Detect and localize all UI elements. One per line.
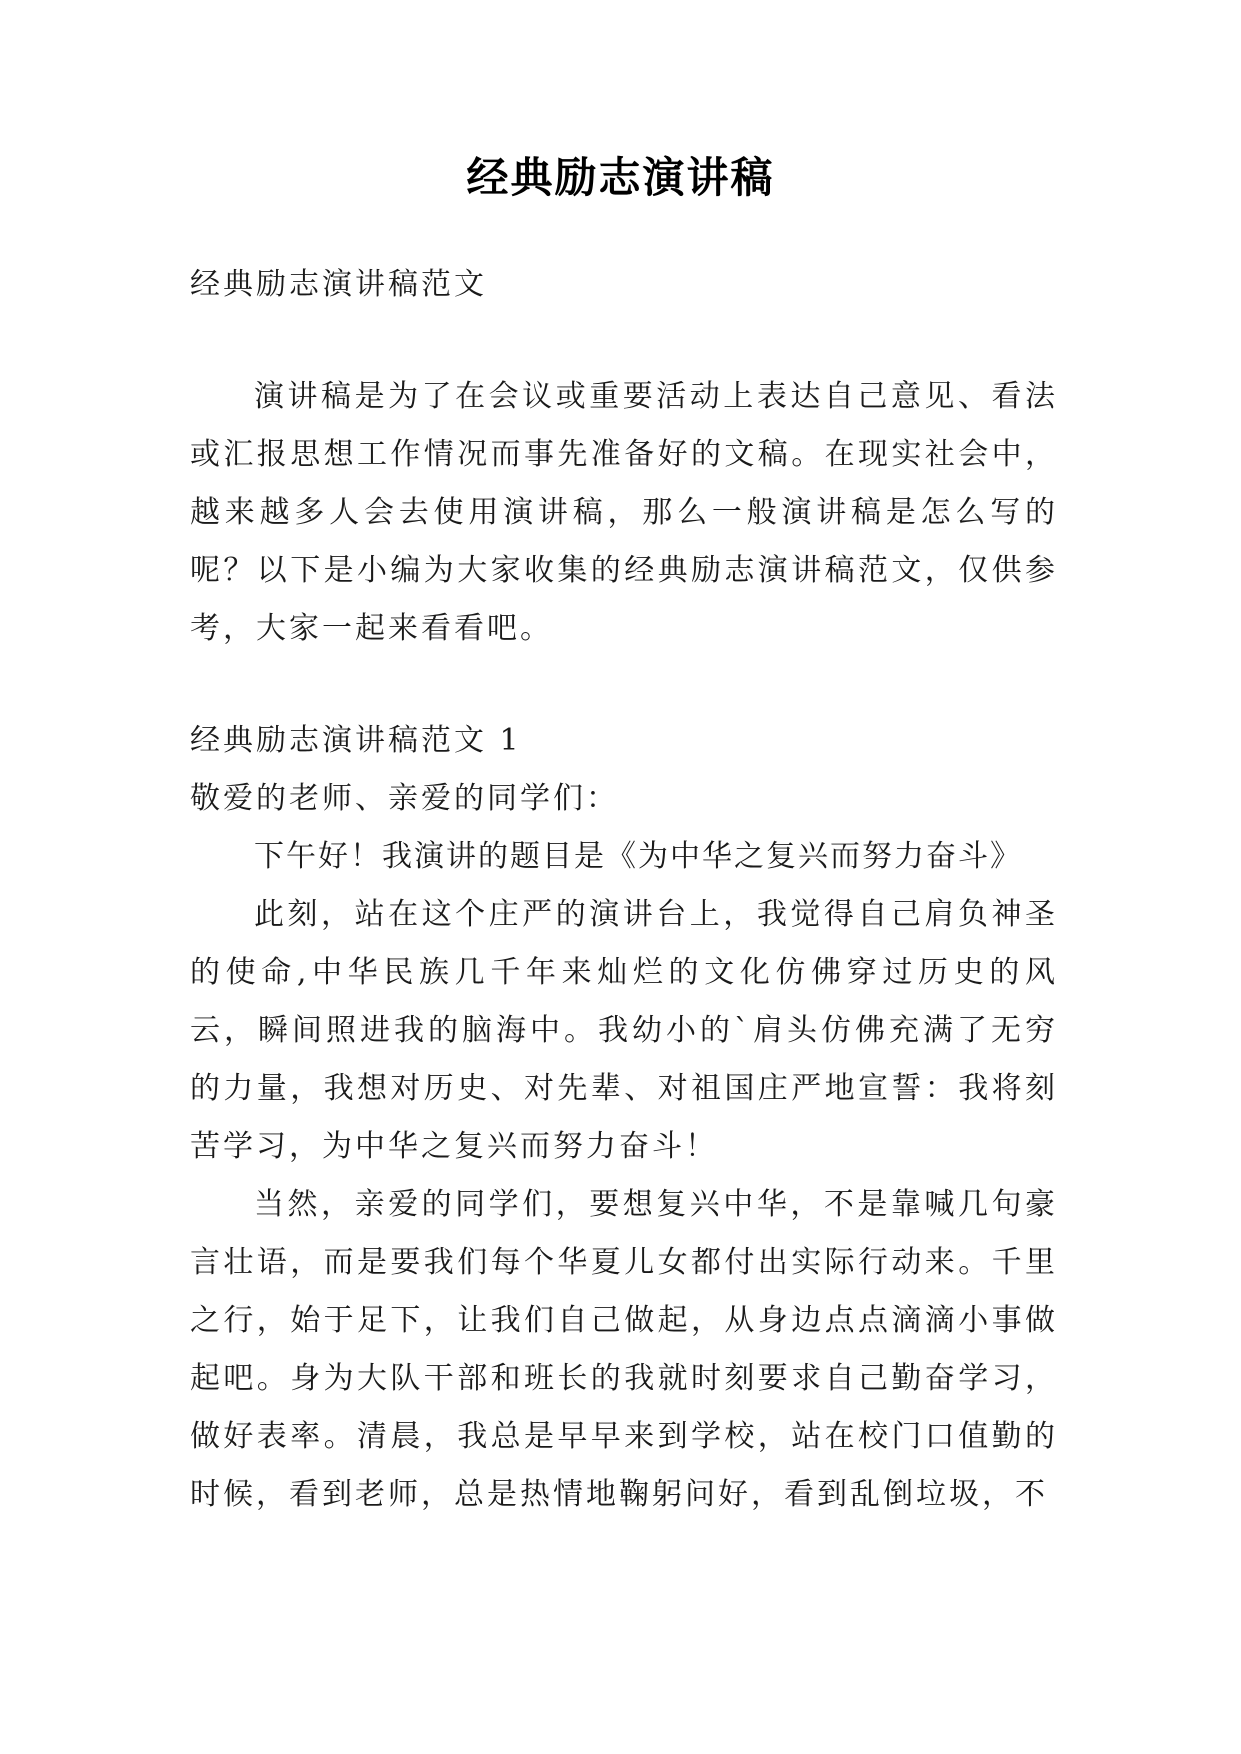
salutation: 敬爱的老师、亲爱的同学们： <box>190 781 619 816</box>
section-heading: 经典励志演讲稿范文 1 <box>190 723 522 758</box>
document-subtitle: 经典励志演讲稿范文 <box>190 267 487 302</box>
document-title: 经典励志演讲稿 <box>466 153 775 202</box>
speech-paragraph-greeting: 下午好！我演讲的题目是《为中华之复兴而努力奋斗》 <box>254 839 1022 874</box>
intro-paragraph: 演讲稿是为了在会议或重要活动上表达自己意见、看法或汇报思想工作情况而事先准备好的文稿。在现实社会中，越来越多人会去使用演讲稿，那么一般演讲稿是怎么写的呢？以下是小编为大家收集的经典励志演讲稿范文，仅供参考，大家一起来看看吧。 <box>190 379 1058 646</box>
document-body <box>190 256 1058 1524</box>
speech-paragraph-oath: 此刻，站在这个庄严的演讲台上，我觉得自己肩负神圣的使命,中华民族几千年来灿烂的文化仿佛穿过历史的风云，瞬间照进我的脑海中。我幼小的`肩头仿佛充满了无穷的力量，我想对历史、对先辈、对祖国庄严地宣誓：我将刻苦学习，为中华之复兴而努力奋斗！ <box>190 897 1058 1164</box>
speech-paragraph-action: 当然，亲爱的同学们，要想复兴中华，不是靠喊几句豪言壮语，而是要我们每个华夏儿女都付出实际行动来。千里之行，始于足下，让我们自己做起，从身边点点滴滴小事做起吧。身为大队干部和班长的我就时刻要求自己勤奋学习，做好表率。清晨，我总是早早来到学校，站在校门口值勤的时候，看到老师，总是热情地鞠躬问好，看到乱倒垃圾，不 <box>190 1187 1058 1512</box>
